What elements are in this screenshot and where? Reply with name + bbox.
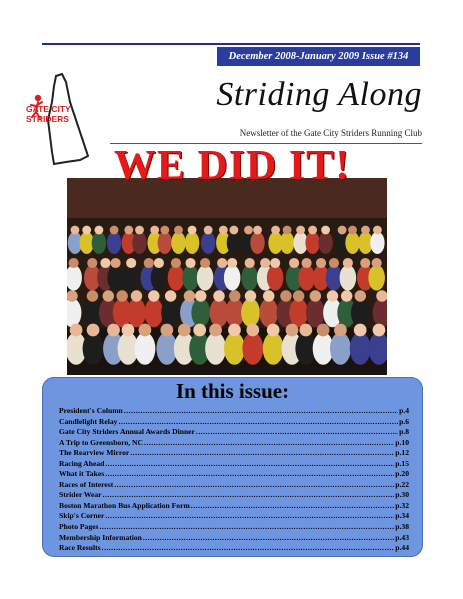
newsletter-subtitle: Newsletter of the Gate City Striders Running Club (239, 128, 422, 138)
runner-head (355, 290, 366, 301)
runner-head (229, 226, 238, 235)
runner-head (348, 226, 357, 235)
toc-item-page: p.8 (399, 427, 409, 437)
runner-figure (144, 298, 163, 327)
runner-figure (201, 232, 215, 254)
toc-item-label: What it Takes (59, 469, 105, 479)
runner-figure (250, 232, 264, 254)
runner-figure (197, 265, 214, 291)
toc-item[interactable] (59, 438, 409, 449)
toc-item[interactable] (59, 469, 409, 480)
toc-item[interactable] (59, 406, 409, 417)
toc-leader (144, 438, 394, 447)
toc-item-label: Strider Wear (59, 490, 102, 500)
runner-head (283, 226, 292, 235)
runner-head (299, 324, 312, 337)
toc-item-label: Membership Information (59, 532, 142, 542)
runner-head (107, 324, 120, 337)
runner-figure (83, 332, 104, 364)
toc-item-label: Photo Pages (59, 522, 99, 532)
runner-head (321, 226, 330, 235)
toc-item-page: p.34 (395, 511, 409, 521)
runner-head (87, 290, 98, 301)
runner-head (373, 324, 386, 337)
runner-head (185, 258, 195, 268)
toc-item-page: p.44 (395, 543, 409, 553)
runner-head (293, 290, 304, 301)
toc-leader (105, 469, 394, 478)
runner-head (148, 290, 159, 301)
toc-item-label: Races of Interest (59, 479, 114, 489)
runner-figure (368, 265, 385, 291)
runner-figure (171, 232, 185, 254)
runner-head (200, 258, 210, 268)
runner-figure (191, 298, 210, 327)
toc-leader (191, 501, 394, 510)
runner-head (135, 226, 144, 235)
runner-head (229, 290, 240, 301)
toc-item[interactable] (59, 490, 409, 501)
toc-item-label: A Trip to Greensboro, NC (59, 437, 144, 447)
runner-head (219, 226, 228, 235)
toc-item[interactable] (59, 533, 409, 544)
runner-figure (92, 232, 106, 254)
runner-head (188, 226, 197, 235)
runner-head (329, 258, 339, 268)
toc-item-label: Candlelight Relay (59, 416, 118, 426)
runner-figure (318, 232, 332, 254)
runner-head (174, 226, 183, 235)
toc-item-page: p.4 (399, 406, 409, 415)
toc-leader (114, 480, 394, 489)
runner-figure (280, 232, 294, 254)
toc-title: In this issue: (175, 379, 290, 403)
runner-head (361, 226, 370, 235)
runner-head (296, 226, 305, 235)
runner-figure (345, 232, 359, 254)
toc-item[interactable] (59, 459, 409, 470)
toc-item-page: p.6 (399, 416, 409, 426)
runner-head (193, 324, 206, 337)
runner-head (171, 258, 181, 268)
toc-leader (196, 427, 398, 436)
runner-head (270, 258, 280, 268)
runner-head (131, 290, 142, 301)
runner-head (144, 258, 154, 268)
toc-leader (118, 417, 398, 426)
runner-figure (267, 265, 284, 291)
headline: WE DID IT! (113, 143, 351, 189)
runner-head (310, 290, 321, 301)
toc-leader (103, 490, 395, 499)
runner-head (260, 258, 270, 268)
toc-leader (99, 522, 394, 531)
runner-head (327, 290, 338, 301)
runner-head (263, 290, 274, 301)
toc-item-label: Gate City Striders Annual Awards Dinner (59, 427, 195, 437)
runner-figure (158, 232, 172, 254)
runner-figure (224, 265, 241, 291)
runner-head (184, 290, 195, 301)
runner-head (267, 324, 280, 337)
runner-head (286, 324, 299, 337)
runner-figure (127, 298, 146, 327)
runner-head (354, 324, 367, 337)
runner-head (246, 324, 259, 337)
runner-head (289, 258, 299, 268)
toc-item[interactable] (59, 417, 409, 428)
runner-figure (259, 298, 278, 327)
runner-figure (182, 265, 199, 291)
toc-leader (105, 511, 394, 520)
toc-item-label: The Rearview Mirror (59, 448, 130, 458)
runner-head (271, 226, 280, 235)
runner-head (160, 226, 169, 235)
logo-line-2: STRIDERS (26, 114, 69, 124)
toc-item-page: p.12 (395, 448, 409, 458)
runner-head (70, 324, 83, 337)
runner-head (178, 324, 191, 337)
runner-head (204, 226, 213, 235)
runner-head (154, 258, 164, 268)
runner-head (213, 290, 224, 301)
runner-head (227, 258, 237, 268)
toc-leader (143, 533, 394, 542)
runner-head (209, 324, 222, 337)
runner-figure (289, 298, 308, 327)
runner-figure (227, 232, 241, 254)
toc-item-label: Race Results (59, 543, 101, 553)
toc-item-page: p.20 (395, 469, 409, 479)
runner-figure (241, 298, 260, 327)
toc-item-label: Skip's Corner (59, 511, 105, 521)
runner-figure (107, 232, 121, 254)
runner-head (87, 258, 97, 268)
toc-item-page: p.10 (395, 437, 409, 447)
runner-head (111, 258, 121, 268)
runner-head (373, 226, 382, 235)
runner-head (245, 258, 255, 268)
group-photo (67, 178, 387, 375)
toc-item[interactable] (59, 511, 409, 522)
runner-head (139, 324, 152, 337)
toc-item-label: Boston Marathon Bus Application Form (59, 500, 190, 510)
toc-leader (124, 406, 398, 415)
runner-head (100, 258, 110, 268)
toc-leader (105, 459, 394, 468)
runner-figure (224, 332, 245, 364)
logo-line-1: GATE CITY (26, 104, 71, 114)
toc-item-page: p.43 (395, 532, 409, 542)
runner-head (110, 226, 119, 235)
runner-figure (340, 265, 357, 291)
runner-figure (241, 265, 258, 291)
runner-head (124, 226, 133, 235)
runner-head (165, 290, 176, 301)
runner-head (317, 324, 330, 337)
runner-figure (205, 332, 226, 364)
table-of-contents (42, 377, 423, 557)
toc-item-label: President's Column (59, 406, 123, 415)
runner-head (71, 226, 80, 235)
newsletter-title: Striding Along (216, 76, 422, 113)
top-rule (42, 43, 420, 45)
toc-leader (102, 543, 395, 552)
runner-head (245, 290, 256, 301)
runner-head (95, 226, 104, 235)
toc-list (59, 406, 409, 554)
runner-head (316, 258, 326, 268)
toc-item-page: p.30 (395, 490, 409, 500)
runner-figure (370, 232, 384, 254)
runner-head (372, 258, 382, 268)
runner-head (360, 258, 370, 268)
runner-head (122, 324, 135, 337)
runner-head (341, 290, 352, 301)
toc-item[interactable] (59, 522, 409, 533)
runner-head (308, 226, 317, 235)
runner-figure (263, 332, 284, 364)
runner-head (82, 226, 91, 235)
runner-head (253, 226, 262, 235)
runner-head (244, 226, 253, 235)
runner-figure (123, 265, 140, 291)
runner-figure (185, 232, 199, 254)
runner-head (343, 258, 353, 268)
runner-head (302, 258, 312, 268)
runner-figure (161, 298, 180, 327)
runner-head (217, 258, 227, 268)
runner-head (334, 324, 347, 337)
runner-head (87, 324, 100, 337)
toc-leader (130, 448, 394, 457)
runner-figure (242, 332, 263, 364)
runner-figure (305, 232, 319, 254)
runner-head (228, 324, 241, 337)
toc-item[interactable] (59, 543, 409, 554)
runner-head (126, 258, 136, 268)
toc-item[interactable] (59, 480, 409, 491)
runner-head (103, 290, 114, 301)
issue-line: December 2008-January 2009 Issue #134 (228, 51, 409, 62)
runner-figure (330, 332, 351, 364)
toc-item-page: p.32 (395, 500, 409, 510)
toc-item[interactable] (59, 448, 409, 459)
runner-figure (350, 332, 371, 364)
runner-head (116, 290, 127, 301)
runner-figure (298, 265, 315, 291)
runner-head (69, 258, 79, 268)
runner-figure (151, 265, 168, 291)
runner-figure (351, 298, 370, 327)
toc-item[interactable] (59, 427, 409, 438)
runner-figure (306, 298, 325, 327)
runner-head (338, 226, 347, 235)
runner-figure (107, 265, 124, 291)
runner-figure (168, 265, 185, 291)
toc-item-label: Racing Ahead (59, 458, 105, 468)
runner-figure (134, 332, 155, 364)
toc-item-page: p.38 (395, 522, 409, 532)
group-photo-illustration (67, 178, 387, 375)
runner-head (280, 290, 291, 301)
runner-head (195, 290, 206, 301)
toc-item[interactable] (59, 501, 409, 512)
toc-item-page: p.15 (395, 458, 409, 468)
runner-head (160, 324, 173, 337)
issue-banner (217, 47, 420, 66)
runner-head (150, 226, 159, 235)
toc-item-page: p.22 (395, 479, 409, 489)
runner-figure (132, 232, 146, 254)
